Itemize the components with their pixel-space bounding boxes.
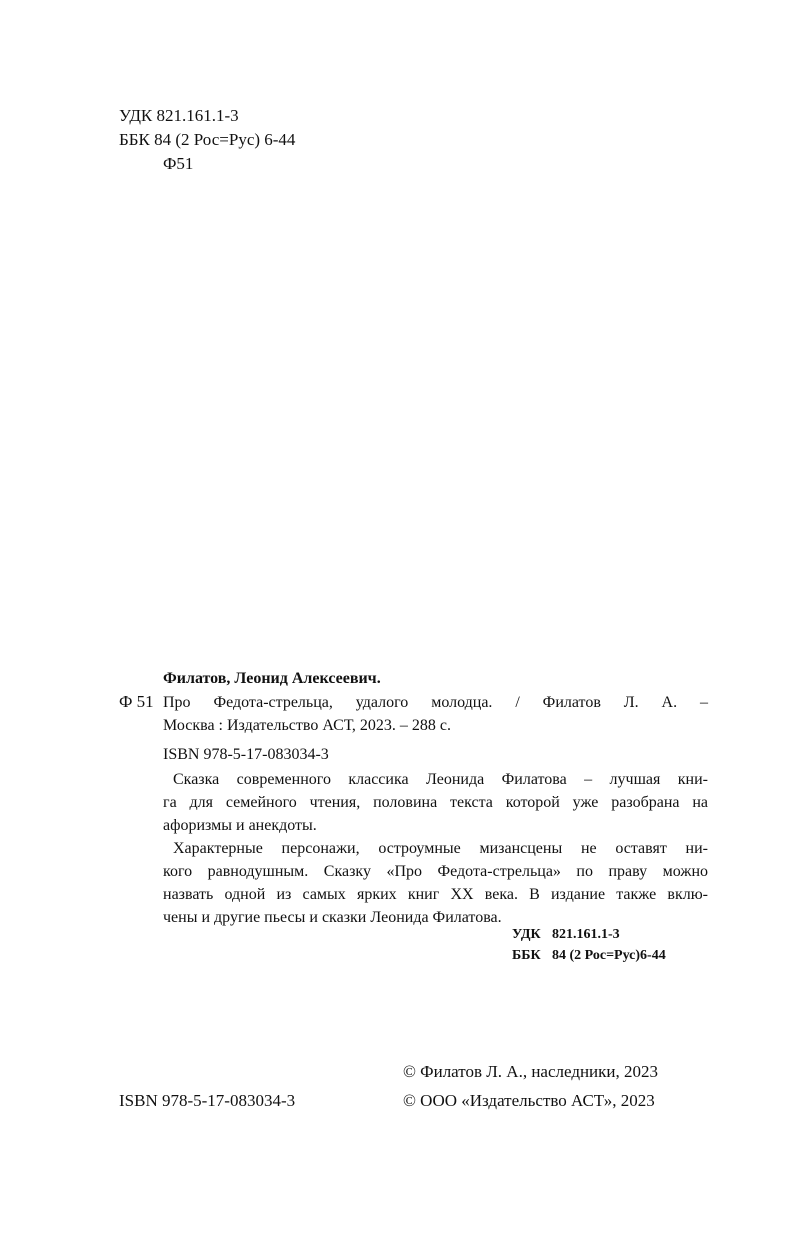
- annotation-line: га для семейного чтения, половина текста которой уже разобрана на: [163, 794, 708, 811]
- copyright-publisher: © ООО «Издательство АСТ», 2023: [403, 1091, 655, 1110]
- bbk-value: 84 (2 Рос=Рус)6-44: [552, 948, 666, 963]
- annotation-line: афоризмы и анекдоты.: [163, 817, 317, 834]
- classification-udk: [512, 924, 666, 945]
- copyright-author: © Филатов Л. А., наследники, 2023: [403, 1062, 659, 1081]
- card-author: Филатов, Леонид Алексеевич.: [163, 670, 381, 687]
- card-isbn: ISBN 978-5-17-083034-3: [163, 746, 329, 763]
- footer-isbn: ISBN 978-5-17-083034-3: [119, 1091, 296, 1110]
- card-title-line: Про Федота-стрельца, удалого молодца. / Филатов Л. А. –: [163, 694, 708, 711]
- card-author-mark: Ф 51: [119, 692, 154, 711]
- udk-code: УДК 821.161.1-3: [119, 106, 239, 125]
- author-mark: Ф51: [163, 154, 194, 173]
- classification-bbk: [512, 945, 666, 966]
- card-title-block: [163, 691, 708, 737]
- annotation-line: кого равнодушным. Сказку «Про Федота-стрельца» по праву можно: [163, 863, 708, 880]
- annotation-line: назвать одной из самых ярких книг XX века. В издание также вклю-: [163, 886, 708, 903]
- annotation: [163, 768, 708, 929]
- annotation-line: Сказка современного классика Леонида Филатова – лучшая кни-: [173, 771, 708, 788]
- bbk-code: ББК 84 (2 Рос=Рус) 6-44: [119, 130, 296, 149]
- annotation-line: Характерные персонажи, остроумные мизансцены не оставят ни-: [173, 840, 708, 857]
- card-publisher-line: Москва : Издательство АСТ, 2023. – 288 с.: [163, 717, 452, 734]
- udk-label: УДК: [512, 927, 541, 942]
- udk-value: 821.161.1-3: [552, 927, 620, 942]
- bbk-label: ББК: [512, 948, 541, 963]
- annotation-line: чены и другие пьесы и сказки Леонида Филатова.: [163, 909, 502, 926]
- classification-block: [512, 924, 666, 966]
